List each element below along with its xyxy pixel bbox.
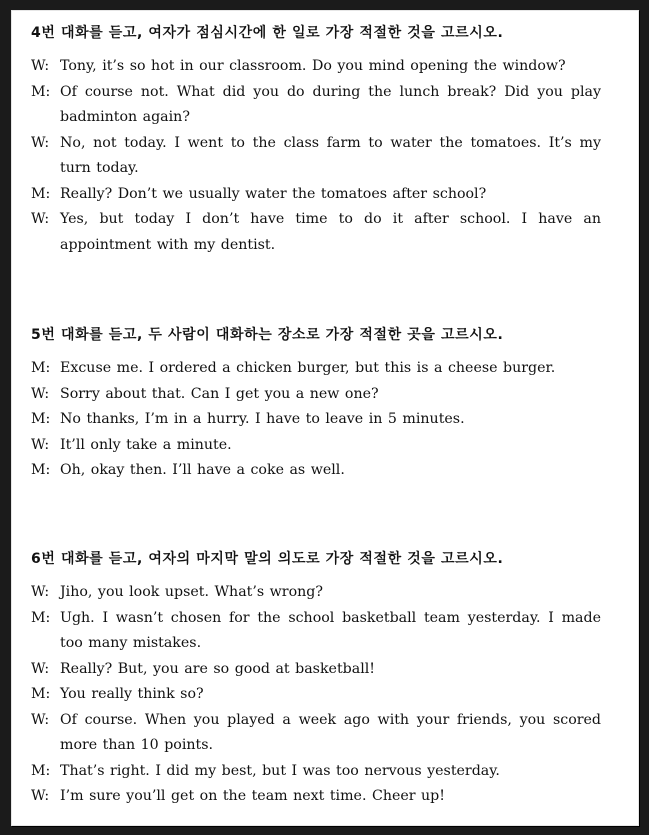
question-6-section: [31, 549, 601, 810]
dialogue-line: [31, 682, 601, 708]
dialogue-text: Sorry about that. Can I get you a new one?: [60, 385, 379, 402]
dialogue-text: Ugh. I wasn’t chosen for the school basketball team yesterday. I made too many mistakes.: [60, 609, 601, 651]
speaker-label: W:: [31, 660, 50, 677]
dialogue-text: No, not today. I went to the class farm to water the tomatoes. It’s my turn today.: [60, 134, 601, 176]
dialogue-text: I’m sure you’ll get on the team next time. Cheer up!: [60, 788, 445, 804]
dialogue-line: [31, 708, 601, 759]
question-5-section: [31, 325, 601, 484]
speaker-label: M:: [31, 762, 51, 779]
speaker-label: W:: [31, 788, 50, 804]
speaker-label: M:: [31, 462, 51, 478]
dialogue-line: [31, 580, 601, 606]
dialogue-line: [31, 54, 601, 80]
dialogue-text: Really? But, you are so good at basketball!: [60, 660, 375, 677]
question-5-heading: 5번 대화를 듣고, 두 사람이 대화하는 장소로 가장 적절한 곳을 고르시오.: [31, 327, 504, 343]
dialogue-line: [31, 382, 601, 408]
dialogue-line: [31, 131, 601, 182]
question-6-heading: 6번 대화를 듣고, 여자의 마지막 말의 의도로 가장 적절한 것을 고르시오.: [31, 551, 504, 567]
dialogue-text: No thanks, I’m in a hurry. I have to leave in 5 minutes.: [60, 411, 465, 427]
dialogue-line: [31, 356, 601, 382]
dialogue-line: [31, 458, 601, 484]
speaker-label: W:: [31, 211, 50, 227]
dialogue-line: [31, 759, 601, 785]
dialogue-text: You really think so?: [60, 686, 204, 702]
dialogue-line: [31, 433, 601, 459]
dialogue-text: It’ll only take a minute.: [60, 436, 232, 453]
dialogue-text: Oh, okay then. I’ll have a coke as well.: [60, 462, 345, 478]
speaker-label: W:: [31, 58, 50, 74]
speaker-label: M:: [31, 686, 51, 702]
speaker-label: M:: [31, 185, 51, 202]
dialogue-text: Tony, it’s so hot in our classroom. Do you mind opening the window?: [60, 58, 566, 74]
speaker-label: W:: [31, 134, 50, 151]
dialogue-line: [31, 182, 601, 208]
dialogue-line: [31, 80, 601, 131]
speaker-label: M:: [31, 83, 51, 100]
speaker-label: M:: [31, 609, 51, 626]
speaker-label: W:: [31, 385, 50, 402]
dialogue-text: Of course not. What did you do during the lunch break? Did you play badminton again?: [60, 83, 601, 125]
dialogue-text: Excuse me. I ordered a chicken burger, but this is a cheese burger.: [60, 360, 556, 376]
dialogue-text: Of course. When you played a week ago with your friends, you scored more than 10 points.: [60, 711, 601, 753]
dialogue-text: That’s right. I did my best, but I was too nervous yesterday.: [60, 762, 500, 779]
dialogue-line: [31, 606, 601, 657]
document-page: [11, 10, 639, 826]
dialogue-text: Jiho, you look upset. What’s wrong?: [60, 584, 323, 600]
dialogue-text: Yes, but today I don’t have time to do it after school. I have an appointment with my dentist.: [60, 211, 601, 253]
dialogue-line: [31, 657, 601, 683]
dialogue-line: [31, 784, 601, 810]
question-4-section: [31, 23, 601, 258]
dialogue-text: Really? Don’t we usually water the tomatoes after school?: [60, 185, 487, 202]
speaker-label: M:: [31, 411, 51, 427]
speaker-label: W:: [31, 584, 50, 600]
speaker-label: W:: [31, 711, 50, 728]
dialogue-line: [31, 407, 601, 433]
speaker-label: W:: [31, 436, 50, 453]
speaker-label: M:: [31, 360, 51, 376]
question-4-heading: 4번 대화를 듣고, 여자가 점심시간에 한 일로 가장 적절한 것을 고르시오.: [31, 25, 504, 41]
dialogue-line: [31, 207, 601, 258]
